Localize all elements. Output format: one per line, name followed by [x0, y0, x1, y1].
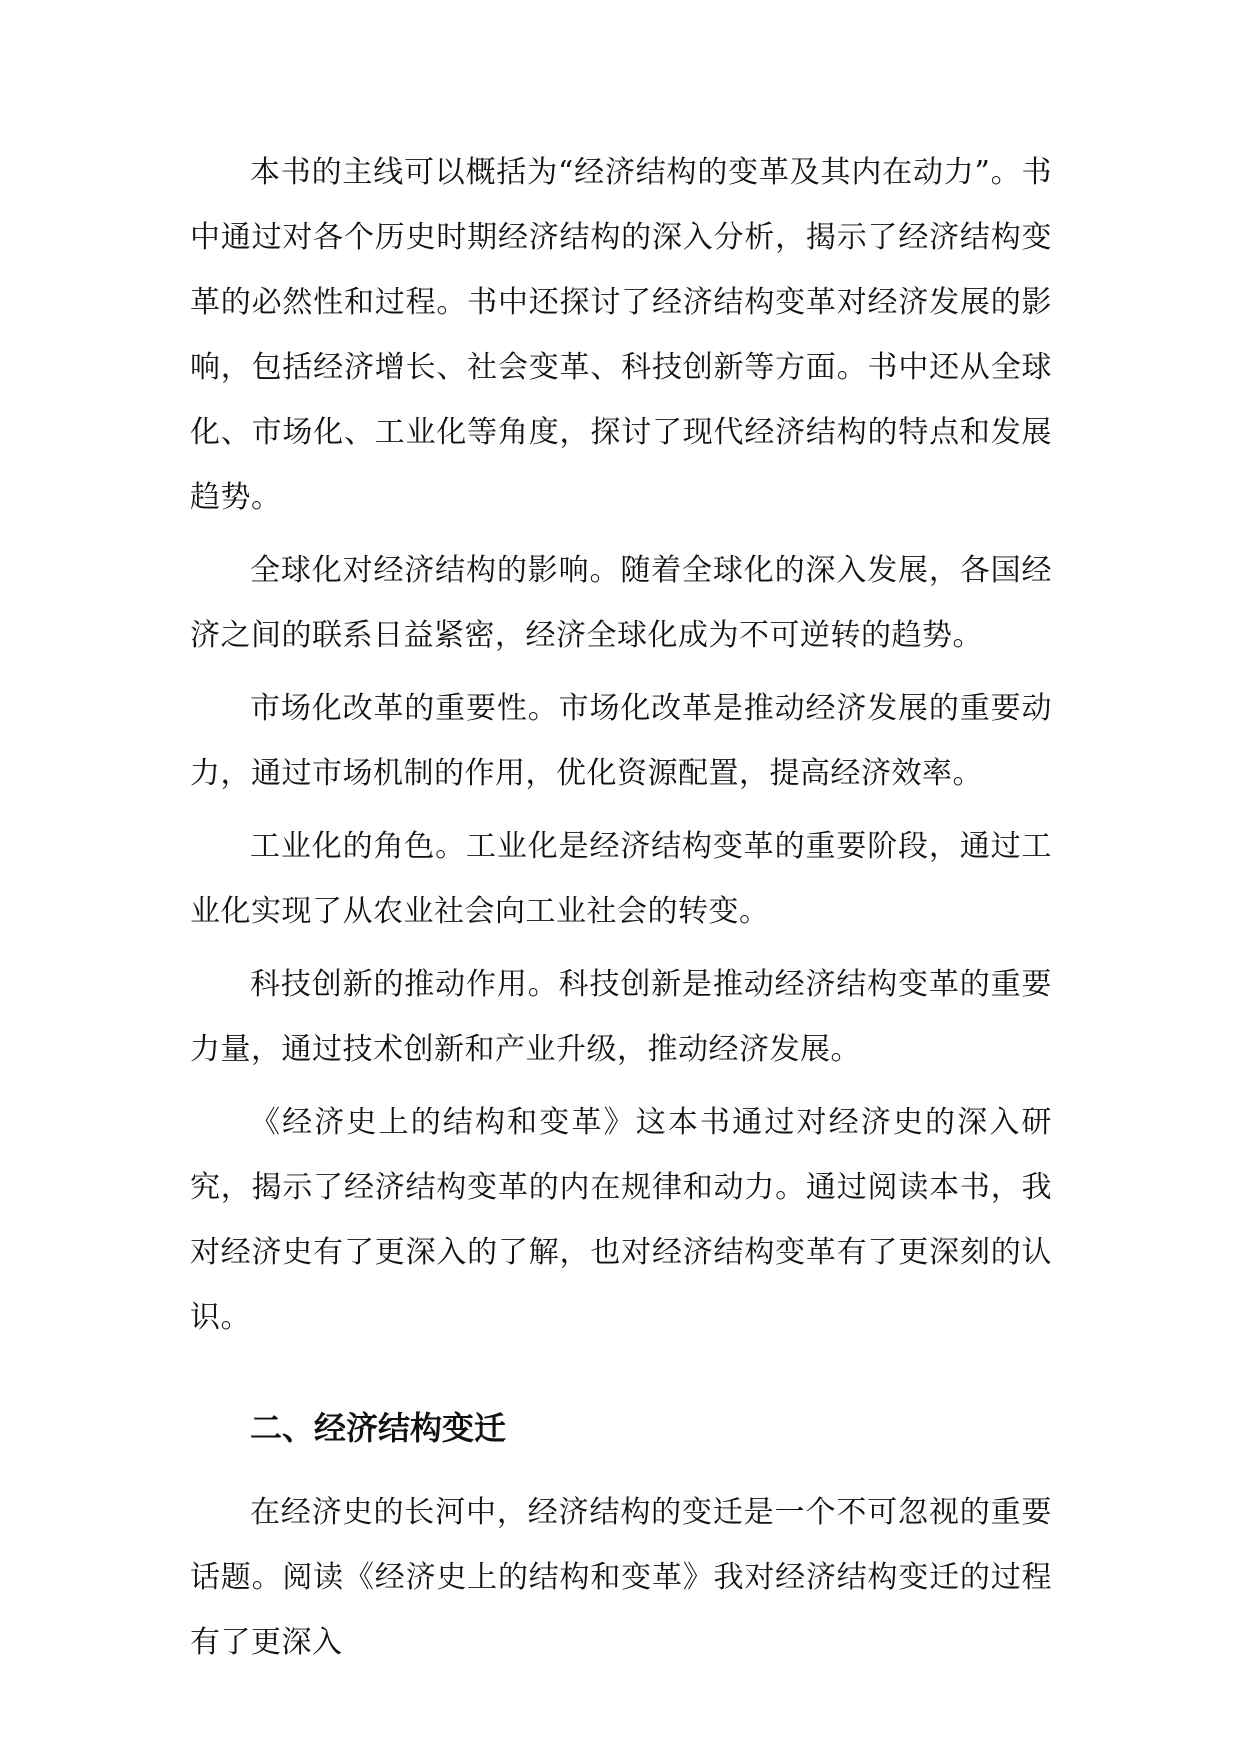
paragraph-book-summary: 《经济史上的结构和变革》这本书通过对经济史的深入研究，揭示了经济结构变革的内在规律和动力。通过阅读本书，我对经济史有了更深入的了解，也对经济结构变革有了更深刻的认识。	[190, 1105, 1052, 1335]
paragraph-structural-change: 在经济史的长河中，经济结构的变迁是一个不可忽视的重要话题。阅读《经济史上的结构和变革》我对经济结构变迁的过程有了更深入	[190, 1495, 1052, 1660]
paragraph-industrialization: 工业化的角色。工业化是经济结构变革的重要阶段，通过工业化实现了从农业社会向工业社会的转变。	[190, 829, 1052, 929]
paragraph-main-thread: 本书的主线可以概括为“经济结构的变革及其内在动力”。书中通过对各个历史时期经济结构的深入分析，揭示了经济结构变革的必然性和过程。书中还探讨了经济结构变革对经济发展的影响，包括经济增长、社会变革、科技创新等方面。书中还从全球化、市场化、工业化等角度，探讨了现代经济结构的特点和发展趋势。	[190, 155, 1052, 515]
paragraph-tech-innovation: 科技创新的推动作用。科技创新是推动经济结构变革的重要力量，通过技术创新和产业升级，推动经济发展。	[190, 967, 1052, 1067]
paragraph-market-reform: 市场化改革的重要性。市场化改革是推动经济发展的重要动力，通过市场机制的作用，优化资源配置，提高经济效率。	[190, 691, 1052, 791]
paragraph-globalization: 全球化对经济结构的影响。随着全球化的深入发展，各国经济之间的联系日益紧密，经济全球化成为不可逆转的趋势。	[190, 553, 1052, 653]
document-page	[190, 140, 1052, 1683]
section-heading: 二、经济结构变迁	[250, 1409, 507, 1447]
